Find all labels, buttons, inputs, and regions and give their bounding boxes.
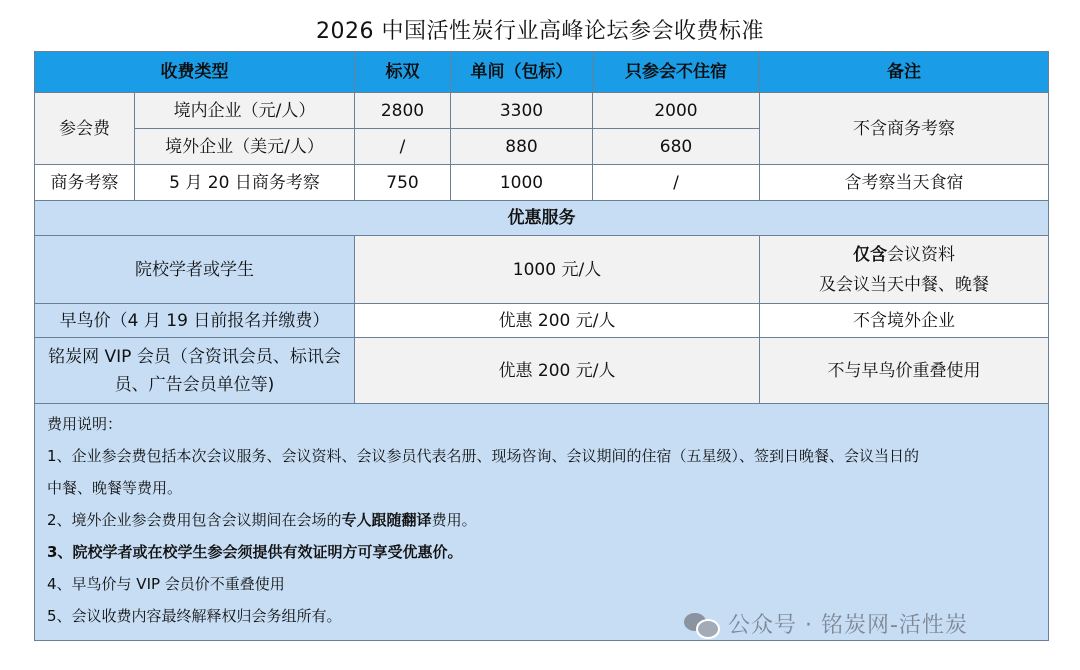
fees-group-label: 参会费 (35, 93, 135, 165)
domestic-twin: 2800 (355, 93, 451, 129)
header-meeting-only: 只参会不住宿 (593, 52, 760, 93)
scholars-remark (760, 236, 1049, 304)
scholars-remark-rest: 会议资料 (887, 244, 955, 265)
note-1-line2: 中餐、晚餐等费用。 (47, 479, 183, 497)
note-2-post: 费用。 (431, 511, 477, 529)
header-twin: 标双 (355, 52, 451, 93)
early-bird-price: 优惠 200 元/人 (355, 304, 760, 338)
early-bird-label: 早鸟价（4 月 19 日前报名并缴费） (35, 304, 355, 338)
overseas-label: 境外企业（美元/人） (135, 129, 355, 165)
header-remark: 备注 (760, 52, 1049, 93)
note-1 (47, 440, 1036, 504)
watermark (684, 608, 968, 639)
fee-table (34, 51, 1049, 641)
header-single: 单间（包标） (451, 52, 593, 93)
tour-single: 1000 (451, 165, 593, 201)
overseas-twin: / (355, 129, 451, 165)
vip-label (35, 338, 355, 404)
scholars-label: 院校学者或学生 (35, 236, 355, 304)
tour-remark: 含考察当天食宿 (760, 165, 1049, 201)
vip-label-line2: 员、广告会员单位等) (114, 374, 275, 395)
tour-twin: 750 (355, 165, 451, 201)
note-2-pre: 2、境外企业参会费用包含会议期间在会场的 (47, 511, 342, 529)
vip-price: 优惠 200 元/人 (355, 338, 760, 404)
header-fee-type: 收费类型 (35, 52, 355, 93)
scholars-price: 1000 元/人 (355, 236, 760, 304)
note-3 (47, 536, 1036, 568)
page-title: 2026 中国活性炭行业高峰论坛参会收费标准 (316, 19, 764, 44)
overseas-meeting-only: 680 (593, 129, 760, 165)
note-2-bold: 专人跟随翻译 (341, 511, 432, 529)
early-bird-remark: 不含境外企业 (760, 304, 1049, 338)
overseas-single: 880 (451, 129, 593, 165)
note-3-pre: 3、 (47, 543, 73, 561)
tour-label: 5 月 20 日商务考察 (135, 165, 355, 201)
discount-band-label: 优惠服务 (35, 201, 1049, 236)
table-row (35, 236, 1049, 304)
note-4: 4、早鸟价与 VIP 会员价不重叠使用 (47, 575, 285, 593)
table-row (35, 165, 1049, 201)
fees-remark: 不含商务考察 (760, 93, 1049, 165)
table-row (35, 93, 1049, 129)
watermark-text: 公众号 · 铭炭网-活性炭 (728, 613, 968, 638)
tour-meeting-only: / (593, 165, 760, 201)
note-2 (47, 504, 1036, 536)
notes-heading: 费用说明： (47, 415, 123, 433)
wechat-icon (684, 611, 718, 637)
table-row (35, 338, 1049, 404)
note-5: 5、会议收费内容最终解释权归会务组所有。 (47, 607, 342, 625)
domestic-meeting-only: 2000 (593, 93, 760, 129)
notes-cell (35, 404, 1049, 641)
domestic-label: 境内企业（元/人） (135, 93, 355, 129)
note-1-line1: 1、企业参会费包括本次会议服务、会议资料、会议参员代表名册、现场咨询、会议期间的住宿（五星级）、签到日晚餐、会议当日的 (47, 447, 920, 465)
discount-band-row (35, 201, 1049, 236)
notes-row (35, 404, 1049, 641)
table-header-row (35, 52, 1049, 93)
vip-remark: 不与早鸟价重叠使用 (760, 338, 1049, 404)
tour-group-label: 商务考察 (35, 165, 135, 201)
scholars-remark-bold: 仅含 (853, 244, 887, 265)
domestic-single: 3300 (451, 93, 593, 129)
table-row (35, 304, 1049, 338)
scholars-remark-line2: 及会议当天中餐、晚餐 (819, 274, 989, 295)
note-3-bold: 院校学者或在校学生参会须提供有效证明方可享受优惠价。 (72, 543, 463, 561)
vip-label-line1: 铭炭网 VIP 会员（含资讯会员、标讯会 (48, 346, 341, 367)
